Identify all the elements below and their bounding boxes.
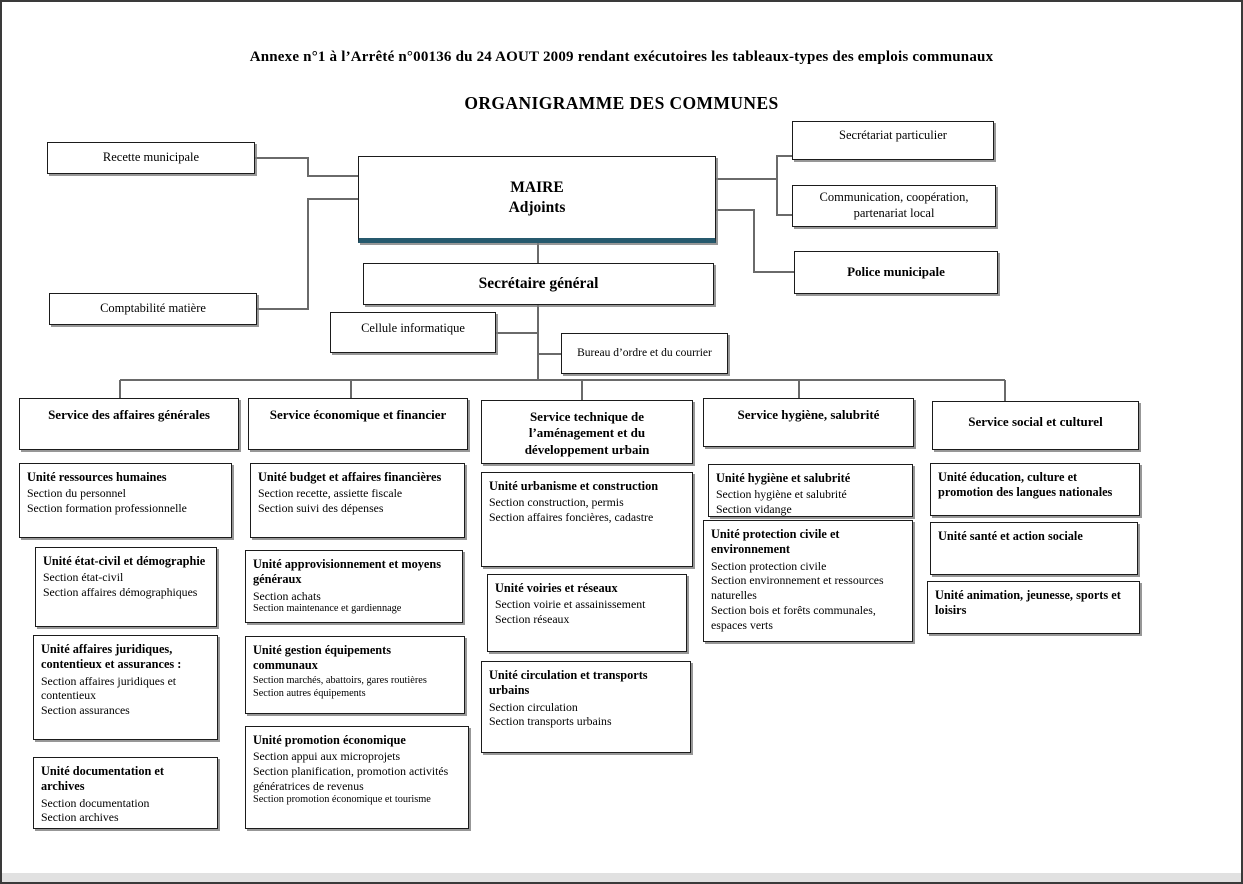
section-line: Section maintenance et gardiennage xyxy=(253,603,402,615)
service-social-culturel-label: Service social et culturel xyxy=(968,414,1103,429)
maire-box xyxy=(358,156,716,243)
unite-affaires-juridiques-box xyxy=(33,635,218,740)
section-line: Section circulation xyxy=(489,699,578,714)
maire-label: MAIRE xyxy=(510,179,564,197)
section-line: Section protection civile xyxy=(711,558,827,573)
unite-animation-jeunesse-box xyxy=(927,581,1140,634)
communication-label-line2: partenariat local xyxy=(853,206,935,220)
section-line: Section environnement et ressources naturelles xyxy=(711,573,884,603)
unite-budget-box xyxy=(250,463,465,538)
cellule-informatique-box xyxy=(330,312,496,353)
section-line: Section appui aux microprojets xyxy=(253,749,401,764)
unit-title: Unité promotion économique xyxy=(253,733,406,747)
unite-promotion-economique-box xyxy=(245,726,469,829)
page-bottom-edge xyxy=(2,873,1241,882)
unit-title: Unité approvisionnement et moyens généraux xyxy=(253,557,441,587)
unite-ressources-humaines-box xyxy=(19,463,232,538)
unit-title: Unité gestion équipements communaux xyxy=(253,643,391,673)
section-line: Section promotion économique et tourisme xyxy=(253,793,431,805)
section-line: Section affaires juridiques et contentieux xyxy=(41,673,177,703)
unite-education-culture-box xyxy=(930,463,1140,516)
unit-title: Unité état-civil et démographie xyxy=(43,554,206,568)
police-municipale-box xyxy=(794,251,998,294)
service-hygiene-salubrite-box xyxy=(703,398,914,447)
communication-label-line1: Communication, coopération, xyxy=(819,190,969,205)
section-line: Section formation professionnelle xyxy=(27,501,187,516)
unit-title: Unité hygiène et salubrité xyxy=(716,471,851,485)
unite-protection-civile-box xyxy=(703,520,913,642)
service-technique-box xyxy=(481,400,693,464)
unit-title: Unité circulation et transports urbains xyxy=(489,668,648,698)
unite-urbanisme-box xyxy=(481,472,693,567)
service-social-culturel-box xyxy=(932,401,1139,450)
unite-etat-civil-box xyxy=(35,547,217,627)
cellule-informatique-label: Cellule informatique xyxy=(361,321,465,335)
unit-title: Unité affaires juridiques, contentieux et assurances : xyxy=(41,642,182,672)
adjoints-label: Adjoints xyxy=(508,198,566,216)
unit-title: Unité documentation et archives xyxy=(41,764,164,794)
unit-title: Unité animation, jeunesse, sports et loisirs xyxy=(935,588,1121,618)
section-line: Section autres équipements xyxy=(253,687,366,699)
section-line: Section vidange xyxy=(716,502,792,517)
section-line: Section documentation xyxy=(41,795,150,810)
unite-approvisionnement-box xyxy=(245,550,463,623)
section-line: Section hygiène et salubrité xyxy=(716,487,847,502)
unite-circulation-transports-box xyxy=(481,661,691,753)
page-subtitle: ORGANIGRAMME DES COMMUNES xyxy=(464,93,779,113)
bureau-ordre-courrier-label: Bureau d’ordre et du courrier xyxy=(577,347,712,360)
service-hygiene-salubrite-label: Service hygiène, salubrité xyxy=(737,407,880,422)
unit-title: Unité ressources humaines xyxy=(27,470,167,484)
section-line: Section achats xyxy=(253,588,321,603)
section-line: Section suivi des dépenses xyxy=(258,501,384,516)
unite-documentation-archives-box xyxy=(33,757,218,829)
secretariat-particulier-label: Secrétariat particulier xyxy=(839,128,947,142)
comptabilite-matiere-label: Comptabilité matière xyxy=(100,301,206,316)
secretariat-particulier-box xyxy=(792,121,994,160)
section-line: Section réseaux xyxy=(495,612,570,627)
unit-title: Unité protection civile et environnement xyxy=(711,527,840,557)
section-line: Section marchés, abattoirs, gares routières xyxy=(253,674,427,686)
unite-gestion-equipements-box xyxy=(245,636,465,714)
service-affaires-generales-box xyxy=(19,398,239,450)
unite-voiries-reseaux-box xyxy=(487,574,687,652)
secretaire-general-label: Secrétaire général xyxy=(478,275,599,293)
section-line: Section du personnel xyxy=(27,486,126,501)
unit-title: Unité voiries et réseaux xyxy=(495,581,618,595)
section-line: Section transports urbains xyxy=(489,714,612,729)
section-line: Section assurances xyxy=(41,703,130,718)
secretaire-general-box xyxy=(363,263,714,305)
bureau-ordre-courrier-box xyxy=(561,333,728,374)
page-title: Annexe n°1 à l’Arrêté n°00136 du 24 AOUT 2009 rendant exécutoires les tableaux-types des emplois communaux xyxy=(249,49,994,65)
section-line: Section état-civil xyxy=(43,570,124,585)
police-municipale-label: Police municipale xyxy=(847,264,945,280)
recette-municipale-box xyxy=(47,142,255,174)
unite-hygiene-salubrite-box xyxy=(708,464,913,517)
section-line: Section planification, promotion activités génératrices de revenus xyxy=(253,764,449,793)
service-economique-financier-label: Service économique et financier xyxy=(269,407,447,422)
unite-sante-action-sociale-box xyxy=(930,522,1138,575)
section-line: Section affaires démographiques xyxy=(43,585,198,600)
section-line: Section affaires foncières, cadastre xyxy=(489,510,654,525)
section-line: Section bois et forêts communales, espaces verts xyxy=(711,602,876,632)
comptabilite-matiere-box xyxy=(49,293,257,325)
service-economique-financier-box xyxy=(248,398,468,450)
recette-municipale-label: Recette municipale xyxy=(102,150,200,165)
unit-title: Unité santé et action sociale xyxy=(938,529,1083,543)
communication-box xyxy=(792,185,996,227)
unit-title: Unité éducation, culture et promotion des langues nationales xyxy=(938,470,1113,500)
service-affaires-generales-label: Service des affaires générales xyxy=(48,407,210,422)
unit-title: Unité budget et affaires financières xyxy=(258,470,442,484)
unit-title: Unité urbanisme et construction xyxy=(489,479,659,493)
section-line: Section voirie et assainissement xyxy=(495,597,646,612)
section-line: Section archives xyxy=(41,810,119,825)
section-line: Section construction, permis xyxy=(489,495,624,510)
section-line: Section recette, assiette fiscale xyxy=(258,486,403,501)
service-technique-label: Service technique de l’aménagement et du développement urbain xyxy=(524,409,650,457)
